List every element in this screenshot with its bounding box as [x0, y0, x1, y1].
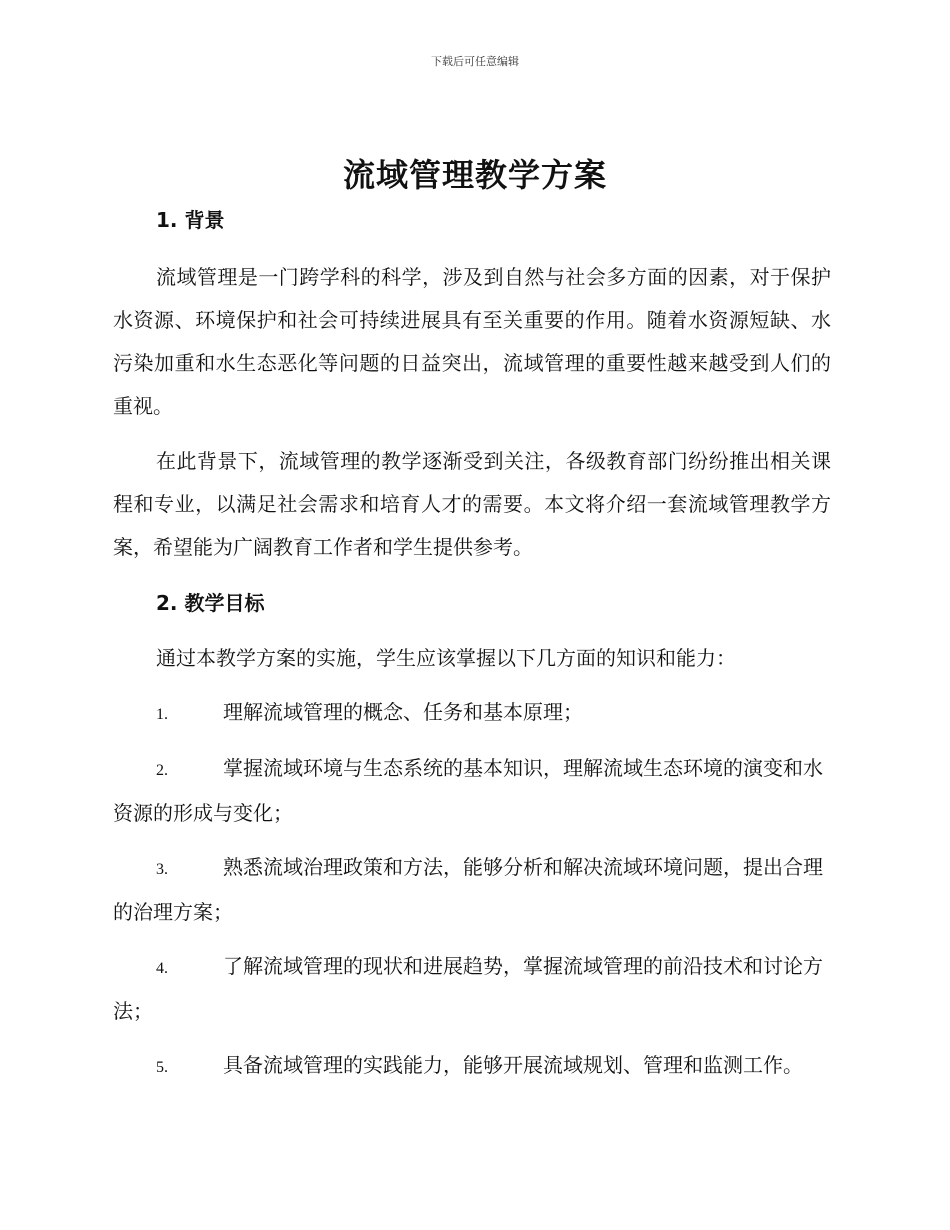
list-item [113, 945, 831, 1033]
document-title: 流域管理教学方案 [342, 156, 607, 194]
list-number: 5. [156, 1059, 168, 1076]
document-body [113, 204, 831, 1089]
list-number: 1. [156, 706, 168, 723]
list-number: 4. [156, 960, 168, 977]
page-header-note: 下载后可任意编辑 [431, 55, 519, 68]
list-text: 掌握流域环境与生态系统的基本知识，理解流域生态环境的演变和水资源的形成与变化； [113, 756, 823, 825]
list-number: 2. [156, 762, 168, 779]
list-item [113, 691, 831, 736]
list-item [113, 747, 831, 835]
list-text: 具备流域管理的实践能力，能够开展流域规划、管理和监测工作。 [223, 1053, 803, 1077]
list-text: 熟悉流域治理政策和方法，能够分析和解决流域环境问题，提出合理的治理方案； [113, 855, 823, 924]
list-item [113, 1044, 831, 1089]
list-text: 了解流域管理的现状和进展趋势，掌握流域管理的前沿技术和讨论方法； [113, 954, 823, 1023]
list-item [113, 846, 831, 934]
paragraph: 在此背景下，流域管理的教学逐渐受到关注，各级教育部门纷纷推出相关课程和专业，以满足社会需求和培育人才的需要。本文将介绍一套流域管理教学方案，希望能为广阔教育工作者和学生提供参考。 [113, 449, 831, 559]
paragraph: 流域管理是一门跨学科的科学，涉及到自然与社会多方面的因素，对于保护水资源、环境保护和社会可持续进展具有至关重要的作用。随着水资源短缺、水污染加重和水生态恶化等问题的日益突出，流域管理的重要性越来越受到人们的重视。 [113, 265, 831, 418]
list-text: 理解流域管理的概念、任务和基本原理； [223, 700, 583, 724]
list-number: 3. [156, 861, 168, 878]
objectives-intro: 通过本教学方案的实施，学生应该掌握以下几方面的知识和能力： [156, 646, 736, 670]
section-heading-background: 1. 背景 [156, 208, 225, 232]
section-heading-objectives: 2. 教学目标 [156, 591, 265, 615]
